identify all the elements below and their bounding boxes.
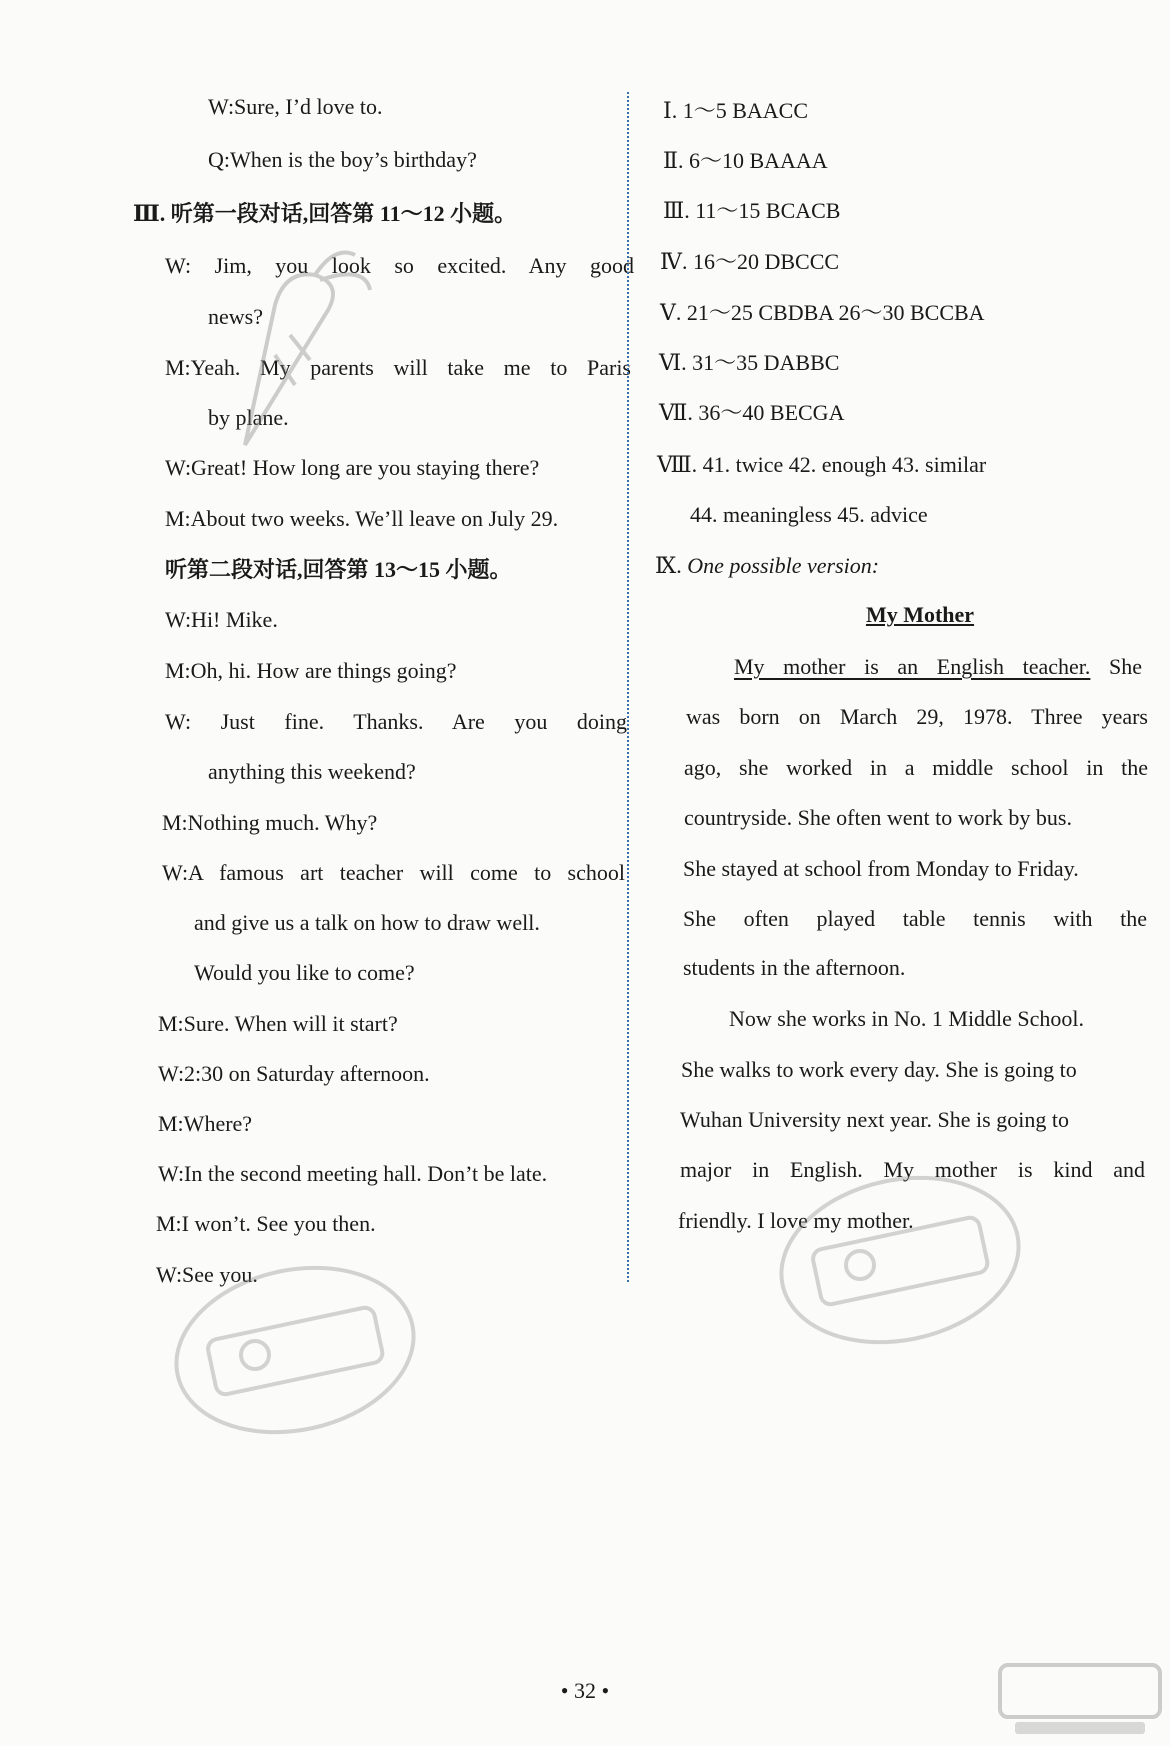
dialogue-line: W:In the second meeting hall. Don’t be late.: [158, 1161, 548, 1186]
dialogue-line: W:Hi! Mike.: [165, 607, 278, 632]
section-heading: 听第二段对话,回答第 13～15 小题。: [165, 557, 512, 582]
dialogue-line: W:Sure, I’d love to.: [208, 94, 383, 119]
dialogue-line: M:Nothing much. Why?: [162, 810, 378, 835]
essay-first-rest: She: [1109, 654, 1143, 679]
dialogue-line: news?: [208, 304, 263, 329]
dialogue-line: M:About two weeks. We’ll leave on July 29.: [165, 506, 559, 531]
answer-line: 44. meaningless 45. advice: [690, 502, 928, 527]
column-divider: [627, 92, 629, 1282]
essay-line: students in the afternoon.: [683, 955, 906, 980]
stamp-watermark-icon: [770, 1165, 1030, 1355]
dialogue-line: anything this weekend?: [208, 759, 416, 784]
dialogue-line: M:Sure. When will it start?: [158, 1011, 398, 1036]
question-line: Q:When is the boy’s birthday?: [208, 147, 477, 172]
page-number: • 32 •: [560, 1678, 610, 1703]
section-heading: Ⅲ. 听第一段对话,回答第 11～12 小题。: [133, 201, 517, 226]
essay-line: ago, she worked in a middle school in the: [684, 755, 1148, 780]
version-label: [655, 551, 879, 581]
dialogue-line: W:See you.: [156, 1262, 258, 1287]
stamp-watermark-icon: [165, 1255, 425, 1445]
answer-line: Ⅵ. 31～35 DABBC: [659, 350, 840, 375]
essay-line: She stayed at school from Monday to Friday.: [683, 856, 1079, 881]
version-label-text: One possible version:: [687, 553, 880, 578]
dialogue-line: M:Oh, hi. How are things going?: [165, 658, 457, 683]
answer-line: Ⅲ. 11～15 BCACB: [663, 198, 841, 223]
essay-underlined-sentence: My mother is an English teacher.: [734, 654, 1091, 679]
dialogue-line: M:Where?: [158, 1111, 253, 1136]
dialogue-line: by plane.: [208, 405, 289, 430]
answer-line: Ⅶ. 36～40 BECGA: [659, 400, 845, 425]
essay-line: She walks to work every day. She is going to: [681, 1057, 1077, 1082]
essay-title: My Mother: [865, 602, 975, 627]
essay-line: Now she works in No. 1 Middle School.: [729, 1006, 1085, 1031]
answer-line: Ⅱ. 6～10 BAAAA: [663, 148, 828, 173]
essay-line: was born on March 29, 1978. Three years: [686, 704, 1148, 729]
version-label-number: Ⅸ.: [655, 553, 682, 578]
essay-line: friendly. I love my mother.: [678, 1208, 914, 1233]
dialogue-line: M:I won’t. See you then.: [156, 1211, 376, 1236]
dialogue-line: W:2:30 on Saturday afternoon.: [158, 1061, 430, 1086]
essay-first-line: [734, 652, 1142, 682]
dialogue-line: Would you like to come?: [194, 960, 415, 985]
answer-line: Ⅷ. 41. twice 42. enough 43. similar: [657, 452, 987, 477]
carrot-watermark-icon: [205, 245, 385, 465]
dialogue-line: W:Great! How long are you staying there?: [165, 455, 540, 480]
dialogue-line: W: Just fine. Thanks. Are you doing: [165, 709, 627, 734]
essay-line: major in English. My mother is kind and: [680, 1157, 1145, 1182]
dialogue-line: W: Jim, you look so excited. Any good: [165, 253, 634, 278]
essay-line: countryside. She often went to work by bus.: [684, 805, 1072, 830]
answer-line: Ⅴ. 21～25 CBDBA 26～30 BCCBA: [660, 300, 985, 325]
dialogue-line: M:Yeah. My parents will take me to Paris: [165, 355, 631, 380]
dialogue-line: W:A famous art teacher will come to school: [162, 860, 625, 885]
answer-line: Ⅰ. 1～5 BAACC: [663, 98, 808, 123]
essay-line: She often played table tennis with the: [683, 906, 1147, 931]
answer-line: Ⅳ. 16～20 DBCCC: [660, 249, 840, 274]
essay-line: Wuhan University next year. She is going to: [680, 1107, 1069, 1132]
dialogue-line: and give us a talk on how to draw well.: [194, 910, 540, 935]
